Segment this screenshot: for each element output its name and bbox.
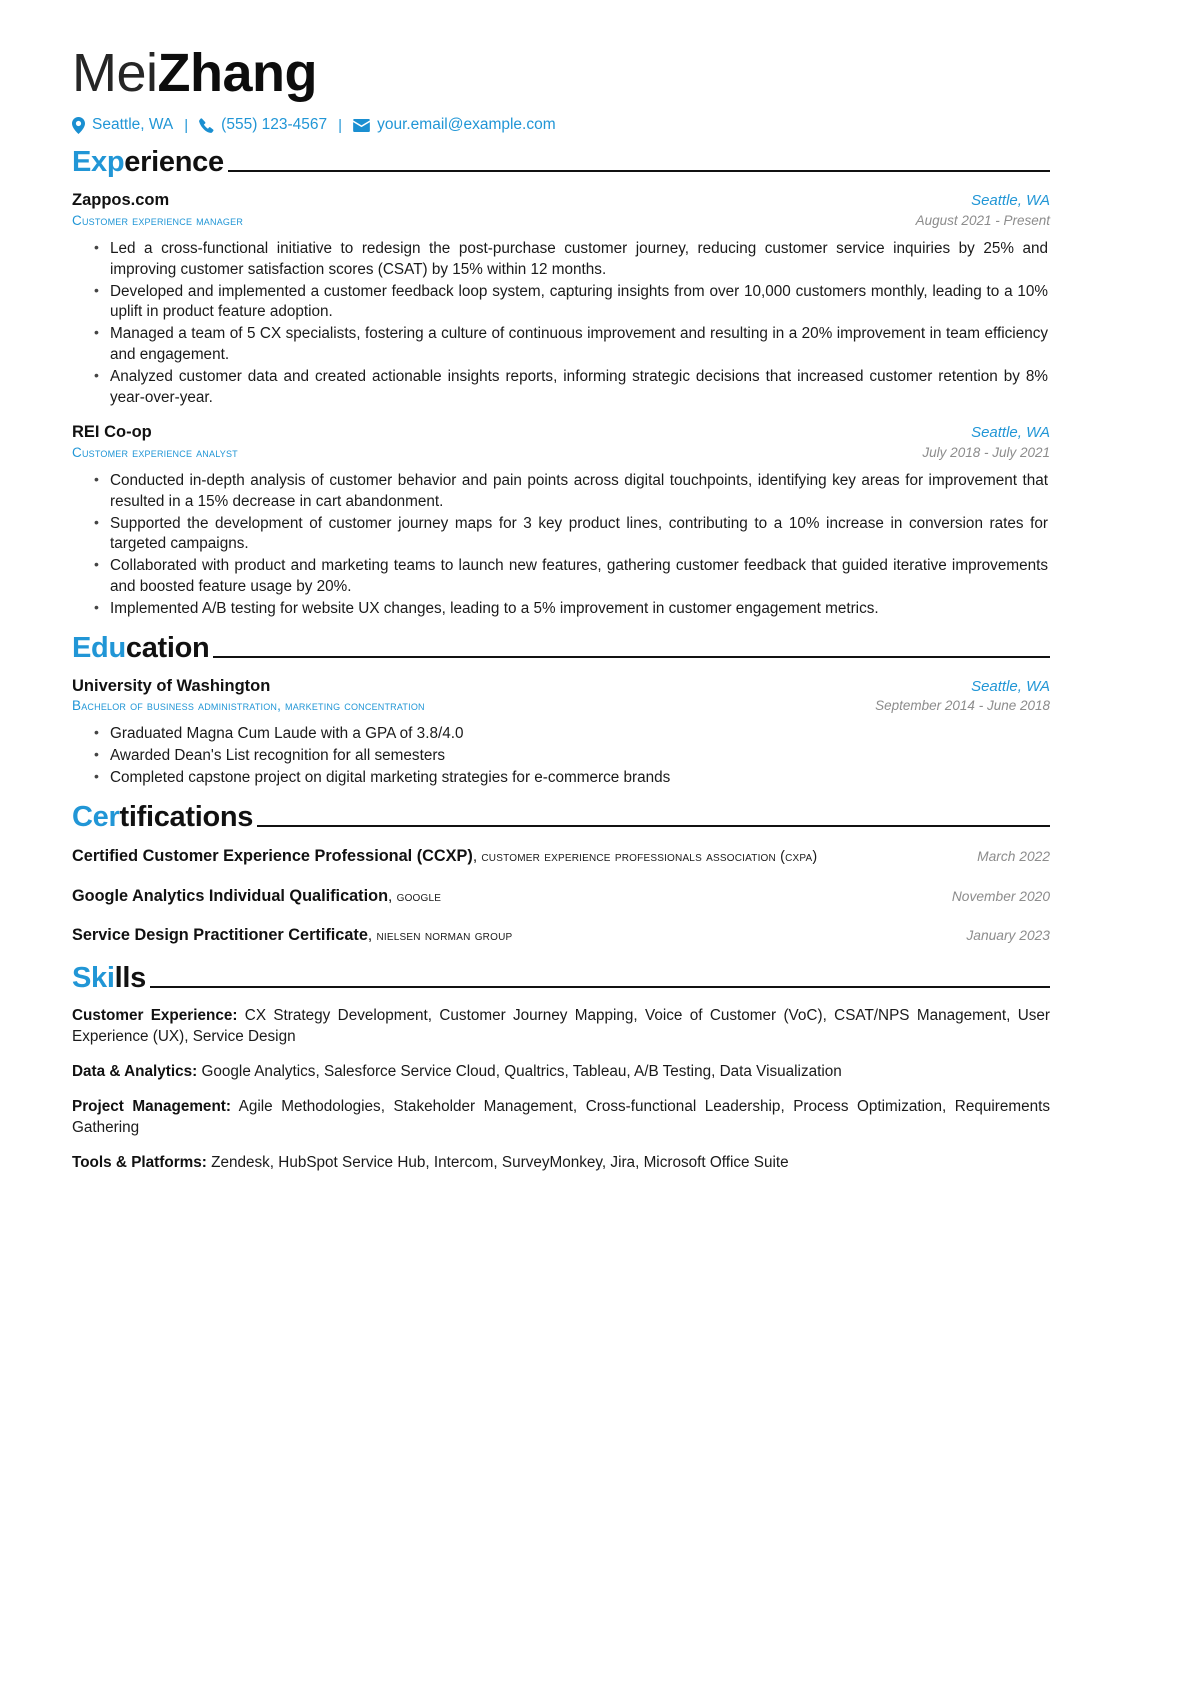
job-title: Customer experience manager xyxy=(72,212,244,228)
bullet-item: • Implemented A/B testing for website UX changes, leading to a 5% improvement in customer engagement metrics. xyxy=(110,599,1050,620)
section-title-highlight: Cer xyxy=(72,800,120,833)
bullet-item: • Awarded Dean's List recognition for all semesters xyxy=(110,746,1050,767)
certification-comma: , xyxy=(388,887,397,905)
contact-location xyxy=(72,116,173,134)
contact-line xyxy=(72,116,1050,134)
certification-issuer: google xyxy=(396,888,442,905)
bullet-item: • Developed and implemented a customer feedback loop system, capturing insights from over 10,000 customers monthly, leading to a 10% uplift in product feature adoption. xyxy=(110,282,1050,324)
job-dates: August 2021 - Present xyxy=(915,212,1050,228)
certification-item xyxy=(72,885,1050,908)
certification-item xyxy=(72,924,1050,947)
section-title-rest: erience xyxy=(124,146,224,179)
location-text: Seattle, WA xyxy=(92,116,174,134)
last-name: Zhang xyxy=(157,43,317,103)
employer-name: Zappos.com xyxy=(72,191,170,210)
certification-issuer: customer experience professionals association (cxpa) xyxy=(481,848,818,865)
bullet-item: • Completed capstone project on digital marketing strategies for e-commerce brands xyxy=(110,768,1050,789)
certification-comma: , xyxy=(367,927,377,945)
section-rule xyxy=(213,656,1050,658)
section-title-skills xyxy=(72,964,150,993)
education-entry xyxy=(72,676,1050,789)
envelope-icon xyxy=(353,119,370,132)
skill-items: Zendesk, HubSpot Service Hub, Intercom, SurveyMonkey, Jira, Microsoft Office Suite xyxy=(211,1154,789,1172)
phone-icon xyxy=(199,118,214,133)
section-rule xyxy=(228,170,1050,172)
skill-group xyxy=(72,1153,1050,1174)
certification-main xyxy=(72,845,817,868)
contact-separator-1: | xyxy=(184,116,189,134)
certification-main xyxy=(72,924,512,947)
employer-name: REI Co-op xyxy=(72,423,152,442)
section-certifications xyxy=(72,800,1050,948)
certification-name: Service Design Practitioner Certificate xyxy=(72,926,368,945)
bullet-item: • Analyzed customer data and created actionable insights reports, informing strategic decisions that increased customer retention by 8% year-over-year. xyxy=(110,367,1050,409)
skill-items: Google Analytics, Salesforce Service Cloud, Qualtrics, Tableau, A/B Testing, Data Visualization xyxy=(201,1063,842,1081)
employer-location: Seattle, WA xyxy=(971,192,1050,210)
school-name: University of Washington xyxy=(72,676,271,695)
section-title-rest: tifications xyxy=(119,800,254,833)
education-dates: September 2014 - June 2018 xyxy=(875,698,1050,714)
section-header-experience xyxy=(72,148,1050,177)
section-education xyxy=(72,631,1050,789)
section-rule xyxy=(150,986,1050,988)
entry-bottom-row xyxy=(72,212,1050,230)
contact-phone[interactable] xyxy=(199,116,327,134)
skill-category: Customer Experience: xyxy=(72,1007,238,1025)
map-pin-icon xyxy=(72,117,85,134)
bullet-item: • Collaborated with product and marketing teams to launch new features, gathering customer feedback that guided iterative improvements and boosted feature usage by 20%. xyxy=(110,556,1050,598)
phone-text: (555) 123-4567 xyxy=(221,116,328,134)
experience-bullets xyxy=(72,471,1050,620)
section-title-highlight: Exp xyxy=(72,146,125,179)
certification-comma: , xyxy=(472,847,482,865)
section-title-rest: cation xyxy=(125,631,210,664)
certification-name: Google Analytics Individual Qualification xyxy=(72,886,389,905)
experience-bullets xyxy=(72,239,1050,408)
contact-separator-2: | xyxy=(338,116,343,134)
section-header-skills xyxy=(72,964,1050,993)
section-header-education xyxy=(72,631,1050,664)
candidate-name xyxy=(72,44,1050,102)
job-title: Customer experience analyst xyxy=(72,444,238,460)
section-title-education xyxy=(72,631,213,664)
skill-category: Project Management: xyxy=(72,1098,231,1116)
bullet-item: • Managed a team of 5 CX specialists, fostering a culture of continuous improvement and resulting in a 20% improvement in team efficiency and engagement. xyxy=(110,324,1050,366)
entry-bottom-row xyxy=(72,697,1050,715)
skill-category: Tools & Platforms: xyxy=(72,1154,207,1172)
skill-group xyxy=(72,1097,1050,1139)
job-dates: July 2018 - July 2021 xyxy=(922,444,1050,460)
certification-name: Certified Customer Experience Professional (CCXP) xyxy=(72,846,473,865)
certification-main xyxy=(72,885,441,908)
section-rule xyxy=(257,825,1050,827)
section-experience xyxy=(72,148,1050,619)
degree-title: Bachelor of business administration, marketing concentration xyxy=(72,698,425,714)
section-title-rest: lls xyxy=(114,962,146,995)
certification-date: March 2022 xyxy=(977,848,1050,864)
skill-items: Agile Methodologies, Stakeholder Management, Cross-functional Leadership, Process Optimization, Requirements Gathering xyxy=(72,1098,1051,1137)
experience-entry xyxy=(72,190,1050,408)
email-text: your.email@example.com xyxy=(377,116,556,134)
bullet-item: • Supported the development of customer journey maps for 3 key product lines, contributing to a 10% increase in conversion rates for targeted campaigns. xyxy=(110,514,1050,556)
entry-top-row xyxy=(72,676,1050,697)
skill-group xyxy=(72,1062,1050,1083)
section-title-highlight: Edu xyxy=(72,631,126,664)
certification-date: November 2020 xyxy=(951,888,1050,904)
section-title-highlight: Ski xyxy=(72,962,115,995)
section-skills xyxy=(72,964,1050,1174)
entry-top-row xyxy=(72,190,1050,211)
skill-group xyxy=(72,1006,1050,1048)
education-bullets xyxy=(72,724,1050,788)
school-location: Seattle, WA xyxy=(971,677,1050,695)
experience-entry xyxy=(72,422,1050,619)
first-name: Mei xyxy=(72,43,158,103)
employer-location: Seattle, WA xyxy=(971,424,1050,442)
certification-item xyxy=(72,845,1050,868)
entry-top-row xyxy=(72,422,1050,443)
bullet-item: • Conducted in-depth analysis of customer behavior and pain points across digital touchpoints, identifying key areas for improvement that resulted in a 15% decrease in cart abandonment. xyxy=(110,471,1050,513)
contact-email[interactable] xyxy=(353,116,556,134)
section-title-experience xyxy=(72,148,228,177)
certification-issuer: nielsen norman group xyxy=(376,928,513,945)
entry-bottom-row xyxy=(72,444,1050,462)
bullet-item: • Led a cross-functional initiative to redesign the post-purchase customer journey, reducing customer service inquiries by 25% and improving customer satisfaction scores (CSAT) by 15% within 12 months. xyxy=(110,239,1050,281)
skill-category: Data & Analytics: xyxy=(72,1063,198,1081)
certification-date: January 2023 xyxy=(966,928,1050,944)
skill-items: CX Strategy Development, Customer Journey Mapping, Voice of Customer (VoC), CSAT/NPS Management, User Experience (UX), Service Design xyxy=(72,1007,1050,1046)
section-header-certifications xyxy=(72,800,1050,833)
section-title-certifications xyxy=(72,800,257,833)
bullet-item: • Graduated Magna Cum Laude with a GPA of 3.8/4.0 xyxy=(110,724,1050,745)
